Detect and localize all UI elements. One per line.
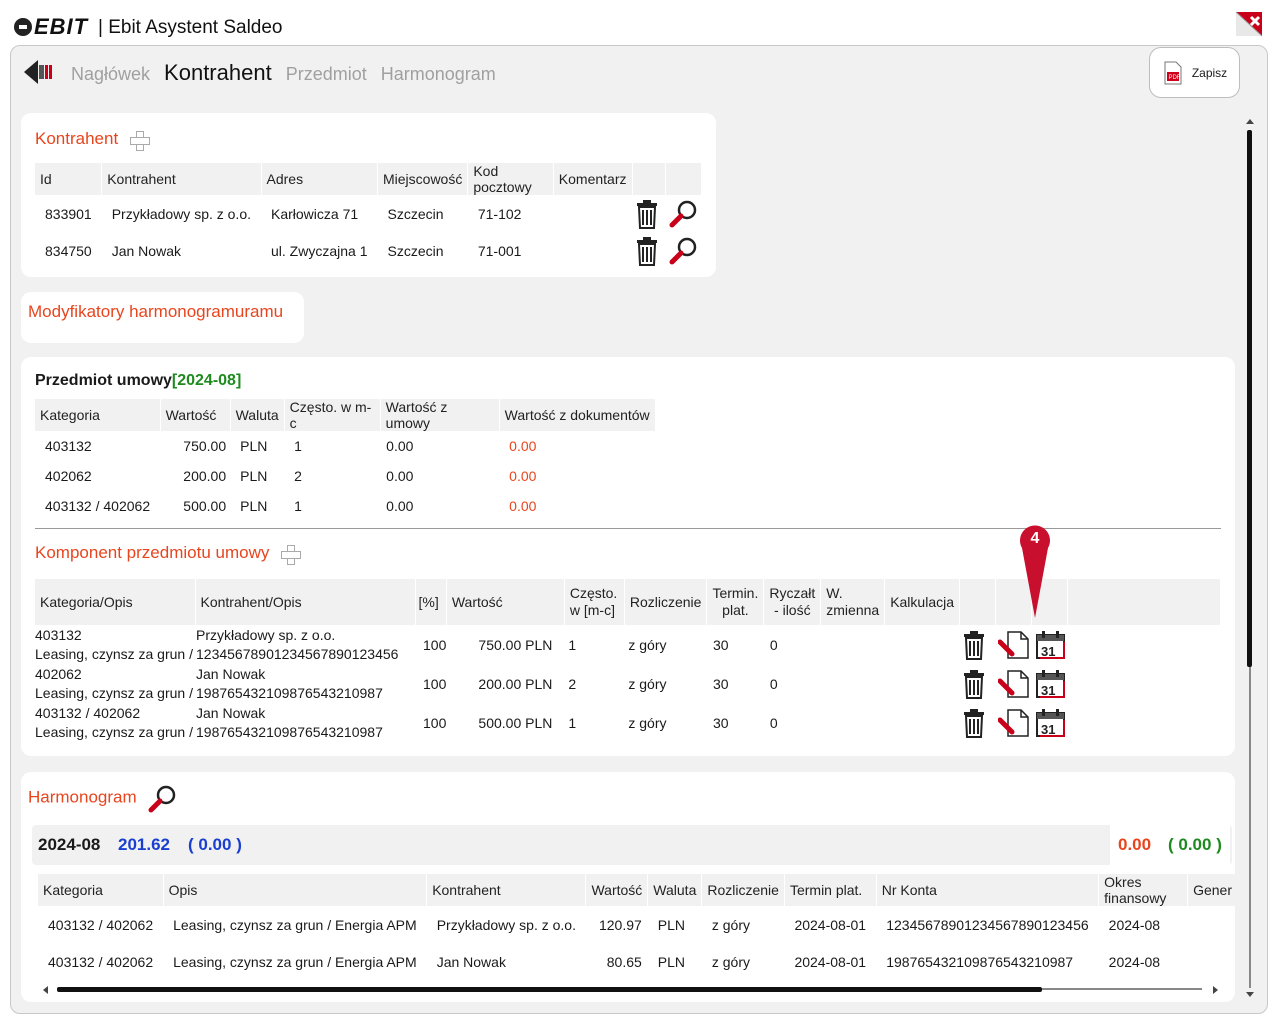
callout-marker xyxy=(1019,520,1051,620)
tab-harmonogram[interactable]: Harmonogram xyxy=(380,64,496,84)
horizontal-scrollbar[interactable] xyxy=(40,982,1222,998)
table-row[interactable]: 402062 200.00 PLN 2 0.00 0.00 xyxy=(45,468,537,484)
calendar-icon[interactable] xyxy=(1034,669,1066,699)
przedmiot-card xyxy=(21,357,1235,756)
table-row[interactable]: 402062 Leasing, czynsz za grun / Jan Nowak 19876543210987654321098​7 100 200.00 PLN 2 z góry 30 0 31 xyxy=(35,664,1221,703)
przedmiot-table: Kategoria Wartość Waluta Często. w m-c Wartość z umowy Wartość z dokumentów 403132 750.00 PLN 1 0.00 0.00 402062 200.00 PLN 2 0.00 0.00 403132 / 402062 500.00 PLN 1 0.00 0.00 xyxy=(35,399,656,521)
svg-text:31: 31 xyxy=(1040,682,1055,698)
harmonogram-card xyxy=(21,772,1235,1002)
trash-icon[interactable] xyxy=(635,199,659,229)
kontrahent-card xyxy=(21,113,716,277)
close-icon[interactable] xyxy=(1232,8,1268,38)
add-kontrahent-icon[interactable] xyxy=(130,131,148,149)
komponent-table: Kategoria/Opis Kontrahent/Opis [%] Wartość Często. w [m-c] Rozliczenie Termin. plat. Ryczałt - ilość W. zmienna Kalkulacja 403132 Leasing, czynsz za grun / Przykładowy sp. z o.o. 12345678901234567890123456 100 750.00 PLN 1 z góry 30 0 31 402062 Leasing, czynsz za grun / Jan Nowak 19876543210987654321098​7 100 200.00 PLN 2 z góry 30 0 31 403132 / 402062 Leasing, czynsz za grun / Jan Nowak 19876543210987654321098​7 100 500.00 PLN 1 z góry 30 0 31 xyxy=(35,579,1221,742)
harmonogram-table: Kategoria Opis Kontrahent Wartość Waluta Rozliczenie Termin plat. Nr Konta Okres finansowy Gener 403132 / 402062 Leasing, czynsz za grun / Energia APM Przykładowy sp. z o.o. 120.97 PLN z góry 2024-08-01 12345678901234567890123456 2024-08 403132 / 402062 Leasing, czynsz za grun / Energia APM Jan Nowak 80.65 PLN z góry 2024-08-01 19876543210987654321098​7 2024-08 xyxy=(38,874,1235,980)
harmonogram-title: Harmonogram xyxy=(28,787,137,807)
horizontal-scroll-thumb[interactable] xyxy=(57,987,1042,992)
svg-text:31: 31 xyxy=(1040,643,1055,659)
modifiers-card[interactable] xyxy=(21,292,304,343)
scroll-left-icon[interactable] xyxy=(43,986,48,994)
ebit-logo: EBIT xyxy=(14,16,88,38)
table-row[interactable]: 403132 / 402062 Leasing, czynsz za grun / Energia APM Jan Nowak 80.65 PLN z góry 2024-08-01 19876543210987654321098​7 2024-08 xyxy=(48,954,1161,970)
save-button[interactable] xyxy=(1149,47,1240,98)
przedmiot-period: [2024-08] xyxy=(171,372,242,389)
scroll-down-icon[interactable] xyxy=(1246,992,1254,997)
trash-icon[interactable] xyxy=(962,708,986,738)
harmonogram-summary: 2024-08 201.62 ( 0.00 ) 0.00 ( 0.00 ) xyxy=(32,825,1232,865)
table-row[interactable]: 403132 / 402062 Leasing, czynsz za grun / Energia APM Przykładowy sp. z o.o. 120.97 PLN z góry 2024-08-01 12345678901234567890123456 2024-08 xyxy=(48,917,1161,933)
svg-text:PDF: PDF xyxy=(1168,74,1181,81)
kontrahent-table: Id Kontrahent Adres Miejscowość Kod pocztowy Komentarz 833901 Przykładowy sp. z o.o. Karłowicza 71 Szczecin 71-102 834750 Jan Nowak ul. Zwyczajna 1 Szczecin 71-001 xyxy=(35,163,702,269)
edit-document-icon[interactable] xyxy=(998,630,1030,660)
calendar-icon[interactable] xyxy=(1034,630,1066,660)
table-row[interactable]: 834750 Jan Nowak ul. Zwyczajna 1 Szczecin 71-001 xyxy=(35,233,702,269)
app-title: | Ebit Asystent Saldeo xyxy=(98,17,283,38)
callout-number: 4 xyxy=(1030,530,1040,547)
kontrahent-title: Kontrahent xyxy=(35,129,119,148)
save-label: Zapisz xyxy=(1191,65,1228,80)
pdf-save-icon xyxy=(1162,61,1184,85)
table-row[interactable]: 403132 / 402062 Leasing, czynsz za grun / Jan Nowak 19876543210987654321098​7 100 500.00 PLN 1 z góry 30 0 31 xyxy=(35,703,1221,742)
tab-przedmiot[interactable]: Przedmiot xyxy=(285,64,367,84)
magnifier-icon[interactable] xyxy=(147,784,177,814)
table-row[interactable]: 833901 Przykładowy sp. z o.o. Karłowicza 71 Szczecin 71-102 xyxy=(35,195,702,233)
edit-document-icon[interactable] xyxy=(998,669,1030,699)
calendar-icon[interactable] xyxy=(1034,708,1066,738)
table-row[interactable]: 403132 Leasing, czynsz za grun / Przykładowy sp. z o.o. 12345678901234567890123456 100 750.00 PLN 1 z góry 30 0 31 xyxy=(35,625,1221,664)
tab-kontrahent[interactable]: Kontrahent xyxy=(164,60,272,85)
scroll-right-icon[interactable] xyxy=(1213,986,1218,994)
back-arrow-icon[interactable] xyxy=(22,58,54,86)
komponent-title: Komponent przedmiotu umowy xyxy=(35,543,270,562)
table-row[interactable]: 403132 750.00 PLN 1 0.00 0.00 xyxy=(45,438,537,454)
modifiers-title[interactable]: Modyfikatory harmonogramuramu xyxy=(28,302,284,321)
vertical-scroll-thumb[interactable] xyxy=(1247,130,1252,667)
vertical-scrollbar[interactable] xyxy=(1242,114,1258,1002)
przedmiot-title: Przedmiot umowy xyxy=(35,372,172,389)
table-row[interactable]: 403132 / 402062 500.00 PLN 1 0.00 0.00 xyxy=(45,498,537,514)
title-bar xyxy=(0,0,1278,46)
trash-icon[interactable] xyxy=(635,236,659,266)
add-komponent-icon[interactable] xyxy=(281,545,299,563)
tab-naglowek[interactable]: Nagłówek xyxy=(71,64,151,84)
trash-icon[interactable] xyxy=(962,630,986,660)
trash-icon[interactable] xyxy=(962,669,986,699)
scroll-up-icon[interactable] xyxy=(1246,119,1254,124)
svg-text:31: 31 xyxy=(1040,721,1055,737)
magnifier-icon[interactable] xyxy=(668,199,698,229)
magnifier-icon[interactable] xyxy=(668,236,698,266)
edit-document-icon[interactable] xyxy=(998,708,1030,738)
wizard-tabs xyxy=(71,60,496,86)
